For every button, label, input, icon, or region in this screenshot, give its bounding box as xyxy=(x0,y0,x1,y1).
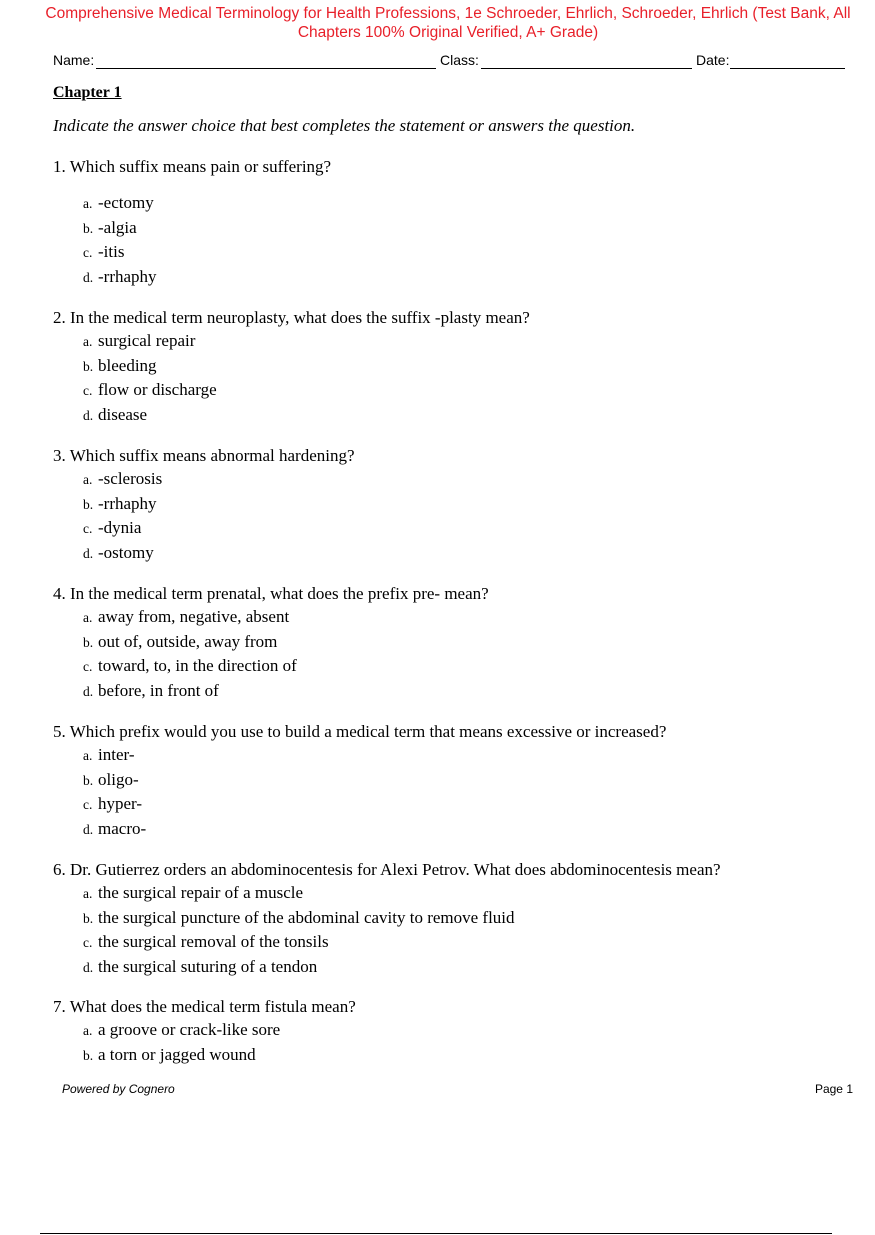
choice-text: the surgical repair of a muscle xyxy=(98,883,304,902)
class-label: Class: xyxy=(440,52,479,68)
choice-text: -ectomy xyxy=(98,193,154,212)
question-text: What does the medical term fistula mean? xyxy=(69,997,356,1016)
choice-letter: d. xyxy=(83,683,94,699)
question-number: 3. xyxy=(53,446,66,465)
answer-choice[interactable] xyxy=(53,957,721,982)
answer-choice[interactable] xyxy=(53,218,331,243)
choice-letter: a. xyxy=(83,472,93,487)
choice-letter: d. xyxy=(83,545,94,561)
answer-choices xyxy=(53,469,355,567)
choice-letter: a. xyxy=(83,886,93,901)
answer-choice[interactable] xyxy=(53,331,530,356)
choice-letter: c. xyxy=(83,521,93,536)
choice-text: -itis xyxy=(98,242,125,261)
banner-line-2: Chapters 100% Original Verified, A+ Grade) xyxy=(297,24,599,41)
document-banner xyxy=(10,4,875,42)
choice-text: away from, negative, absent xyxy=(98,607,290,626)
answer-choice[interactable] xyxy=(53,405,530,430)
answer-choice[interactable] xyxy=(53,681,489,706)
answer-choices xyxy=(53,745,666,843)
question-text: Which suffix means pain or suffering? xyxy=(69,157,332,176)
bottom-divider xyxy=(40,1233,832,1234)
choice-letter: b. xyxy=(83,1047,94,1063)
question-stem xyxy=(53,997,356,1017)
choice-text: surgical repair xyxy=(98,331,196,350)
answer-choice[interactable] xyxy=(53,543,355,568)
choice-letter: d. xyxy=(83,269,94,285)
choice-letter: d. xyxy=(83,407,94,423)
name-field-line[interactable] xyxy=(96,68,436,69)
question-7 xyxy=(53,997,356,1069)
answer-choice[interactable] xyxy=(53,656,489,681)
choice-text: inter- xyxy=(98,745,135,764)
answer-choice[interactable] xyxy=(53,242,331,267)
choice-letter: c. xyxy=(83,935,93,950)
question-number: 6. xyxy=(53,860,66,879)
answer-choice[interactable] xyxy=(53,1045,356,1070)
question-stem xyxy=(53,157,331,177)
question-text: In the medical term neuroplasty, what does the suffix -plasty mean? xyxy=(70,308,530,327)
choice-letter: b. xyxy=(83,496,94,512)
powered-by-footer: Powered by Cognero xyxy=(62,1082,175,1096)
answer-choice[interactable] xyxy=(53,1020,356,1045)
question-number: 4. xyxy=(53,584,66,603)
chapter-heading: Chapter 1 xyxy=(53,84,122,101)
choice-text: disease xyxy=(98,404,148,424)
answer-choices xyxy=(53,193,331,291)
question-1 xyxy=(53,157,331,291)
answer-choices xyxy=(53,883,721,981)
date-label: Date: xyxy=(696,52,730,68)
choice-letter: a. xyxy=(83,1023,93,1038)
question-number: 1. xyxy=(53,157,66,176)
choice-letter: d. xyxy=(83,821,94,837)
choice-text: the surgical suturing of a tendon xyxy=(98,956,318,976)
class-field-line[interactable] xyxy=(481,68,692,69)
choice-text: -rrhaphy xyxy=(98,493,157,513)
choice-letter: b. xyxy=(83,634,94,650)
choice-text: -ostomy xyxy=(98,542,154,562)
answer-choice[interactable] xyxy=(53,932,721,957)
choice-text: oligo- xyxy=(98,769,139,789)
choice-letter: c. xyxy=(83,659,93,674)
choice-text: bleeding xyxy=(98,355,157,375)
answer-choice[interactable] xyxy=(53,883,721,908)
choice-text: a groove or crack-like sore xyxy=(98,1020,281,1039)
question-number: 2. xyxy=(53,308,66,327)
question-text: Dr. Gutierrez orders an abdominocentesis for Alexi Petrov. What does abdominocentesis mean? xyxy=(70,860,721,879)
question-text: In the medical term prenatal, what does the prefix pre- mean? xyxy=(70,584,489,603)
answer-choice[interactable] xyxy=(53,193,331,218)
choice-text: hyper- xyxy=(98,794,143,813)
question-5 xyxy=(53,722,666,843)
question-text: Which suffix means abnormal hardening? xyxy=(69,446,355,465)
answer-choice[interactable] xyxy=(53,794,666,819)
question-stem xyxy=(53,584,489,604)
question-6 xyxy=(53,860,721,981)
name-label: Name: xyxy=(53,52,95,68)
question-number: 7. xyxy=(53,997,66,1016)
choice-letter: b. xyxy=(83,220,94,236)
answer-choice[interactable] xyxy=(53,632,489,657)
choice-letter: d. xyxy=(83,959,94,975)
answer-choice[interactable] xyxy=(53,518,355,543)
answer-choices xyxy=(53,1020,356,1069)
banner-line-1: Comprehensive Medical Terminology for Health Professions, 1e Schroeder, Ehrlich, Schroeder, Ehrlich (Test Bank, All xyxy=(45,5,851,22)
answer-choice[interactable] xyxy=(53,356,530,381)
choice-text: -sclerosis xyxy=(98,469,163,488)
page-number: Page 1 xyxy=(814,1082,853,1096)
question-stem xyxy=(53,722,666,742)
choice-text: a torn or jagged wound xyxy=(98,1044,256,1064)
choice-text: the surgical puncture of the abdominal cavity to remove fluid xyxy=(98,907,515,927)
choice-text: the surgical removal of the tonsils xyxy=(98,932,329,951)
date-field-line[interactable] xyxy=(730,68,845,69)
answer-choice[interactable] xyxy=(53,908,721,933)
answer-choice[interactable] xyxy=(53,819,666,844)
question-2 xyxy=(53,308,530,429)
answer-choices xyxy=(53,331,530,429)
choice-text: out of, outside, away from xyxy=(98,631,278,651)
answer-choice[interactable] xyxy=(53,770,666,795)
choice-letter: c. xyxy=(83,245,93,260)
question-text: Which prefix would you use to build a medical term that means excessive or increased? xyxy=(69,722,667,741)
answer-choice[interactable] xyxy=(53,469,355,494)
choice-letter: a. xyxy=(83,610,93,625)
choice-text: -dynia xyxy=(98,518,142,537)
choice-letter: c. xyxy=(83,797,93,812)
choice-text: toward, to, in the direction of xyxy=(98,656,297,675)
question-stem xyxy=(53,446,355,466)
choice-text: macro- xyxy=(98,818,147,838)
choice-text: flow or discharge xyxy=(98,380,217,399)
question-stem xyxy=(53,860,721,880)
choice-letter: b. xyxy=(83,772,94,788)
choice-text: -rrhaphy xyxy=(98,266,157,286)
question-4 xyxy=(53,584,489,705)
question-number: 5. xyxy=(53,722,66,741)
answer-choice[interactable] xyxy=(53,745,666,770)
choice-text: -algia xyxy=(98,217,137,237)
answer-choice[interactable] xyxy=(53,607,489,632)
choice-letter: a. xyxy=(83,334,93,349)
answer-choice[interactable] xyxy=(53,494,355,519)
choice-letter: a. xyxy=(83,196,93,211)
instructions-text: Indicate the answer choice that best completes the statement or answers the question. xyxy=(53,116,636,135)
question-3 xyxy=(53,446,355,567)
answer-choice[interactable] xyxy=(53,380,530,405)
choice-letter: b. xyxy=(83,910,94,926)
choice-letter: c. xyxy=(83,383,93,398)
choice-text: before, in front of xyxy=(98,680,219,700)
choice-letter: a. xyxy=(83,748,93,763)
choice-letter: b. xyxy=(83,358,94,374)
answer-choice[interactable] xyxy=(53,267,331,292)
answer-choices xyxy=(53,607,489,705)
question-stem xyxy=(53,308,530,328)
